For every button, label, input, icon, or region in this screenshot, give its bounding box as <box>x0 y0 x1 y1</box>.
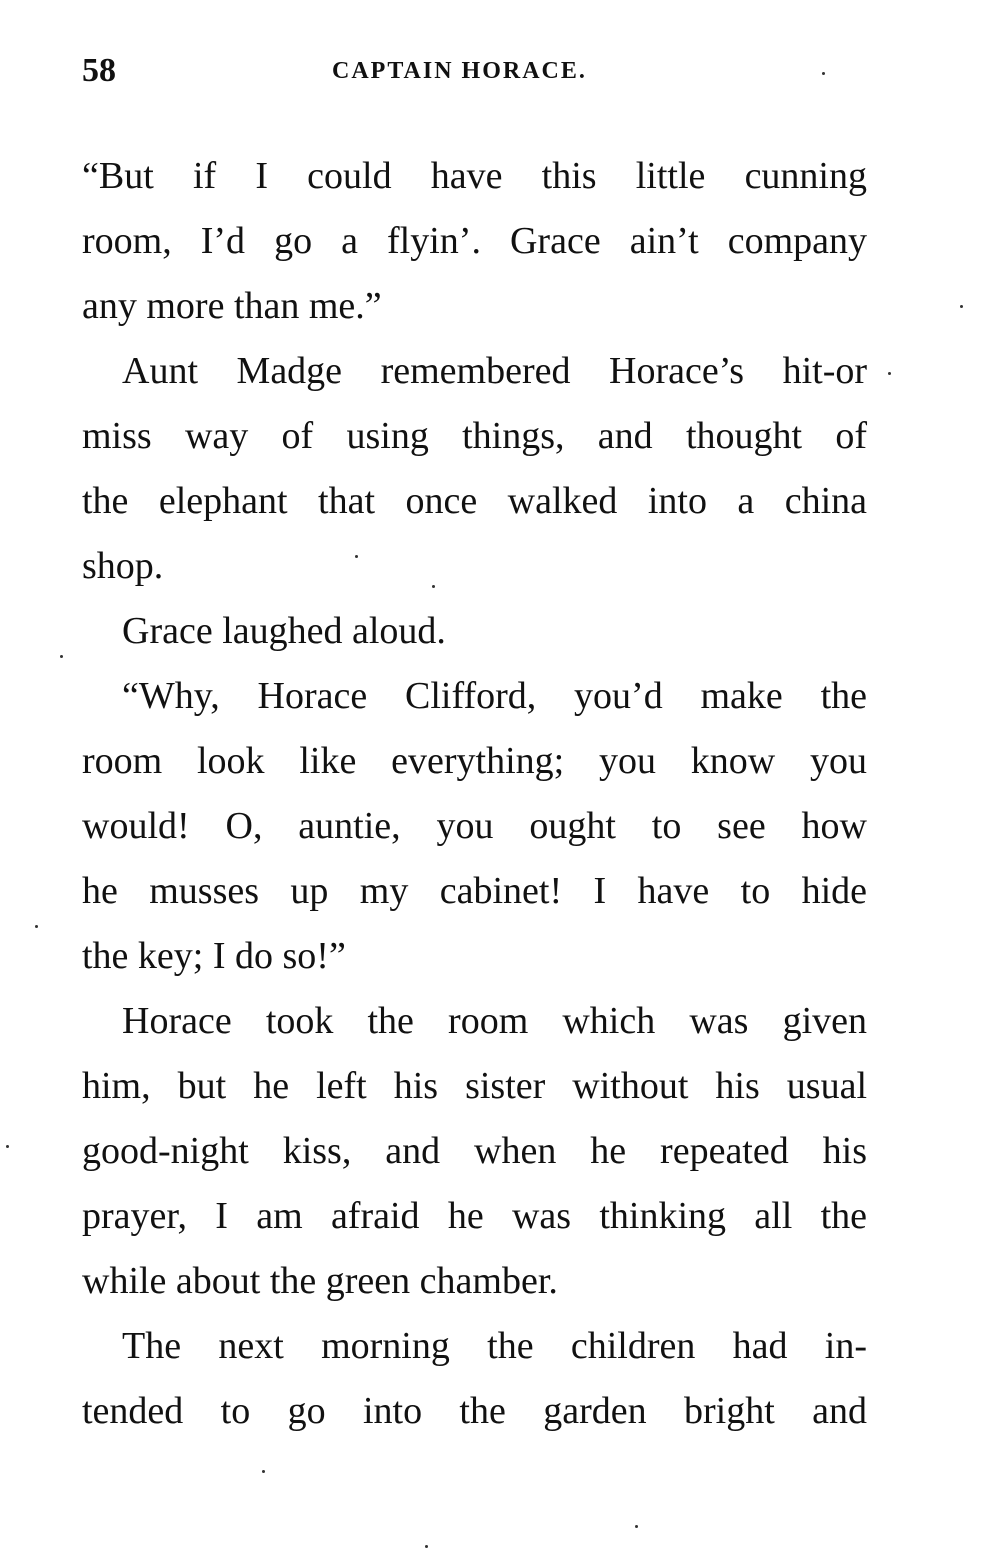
scan-speck <box>432 585 435 588</box>
running-head: CAPTAIN HORACE. <box>332 58 587 84</box>
text-line: would! O, auntie, you ought to see how <box>82 805 867 847</box>
text-line: tended to go into the garden bright and <box>82 1390 867 1432</box>
text-line: any more than me.” <box>82 285 382 327</box>
text-line: Aunt Madge remembered Horace’s hit-or <box>122 350 867 392</box>
text-line: while about the green chamber. <box>82 1260 558 1302</box>
text-line: the elephant that once walked into a china <box>82 480 867 522</box>
text-line: him, but he left his sister without his usual <box>82 1065 867 1107</box>
scan-speck <box>960 305 963 308</box>
text-line: Horace took the room which was given <box>122 1000 867 1042</box>
text-line: Grace laughed aloud. <box>122 610 446 652</box>
scan-speck <box>888 372 891 375</box>
scan-speck <box>6 1145 9 1148</box>
scan-speck <box>35 925 38 928</box>
scan-speck <box>425 1545 428 1548</box>
scan-speck <box>822 72 825 75</box>
text-line: good-night kiss, and when he repeated his <box>82 1130 867 1172</box>
text-line: room look like everything; you know you <box>82 740 867 782</box>
text-line: The next morning the children had in- <box>122 1325 867 1367</box>
scan-speck <box>262 1470 265 1473</box>
text-line: he musses up my cabinet! I have to hide <box>82 870 867 912</box>
text-line: “But if I could have this little cunning <box>82 155 867 197</box>
text-line: the key; I do so!” <box>82 935 346 977</box>
scan-speck <box>60 655 63 658</box>
page-header <box>82 52 872 92</box>
page-number: 58 <box>82 52 116 89</box>
text-line: room, I’d go a flyin’. Grace ain’t company <box>82 220 867 262</box>
text-line: shop. <box>82 545 164 587</box>
text-line: miss way of using things, and thought of <box>82 415 867 457</box>
text-line: prayer, I am afraid he was thinking all the <box>82 1195 867 1237</box>
scan-speck <box>635 1525 638 1528</box>
text-line: “Why, Horace Clifford, you’d make the <box>122 675 867 717</box>
scan-speck <box>355 555 358 558</box>
